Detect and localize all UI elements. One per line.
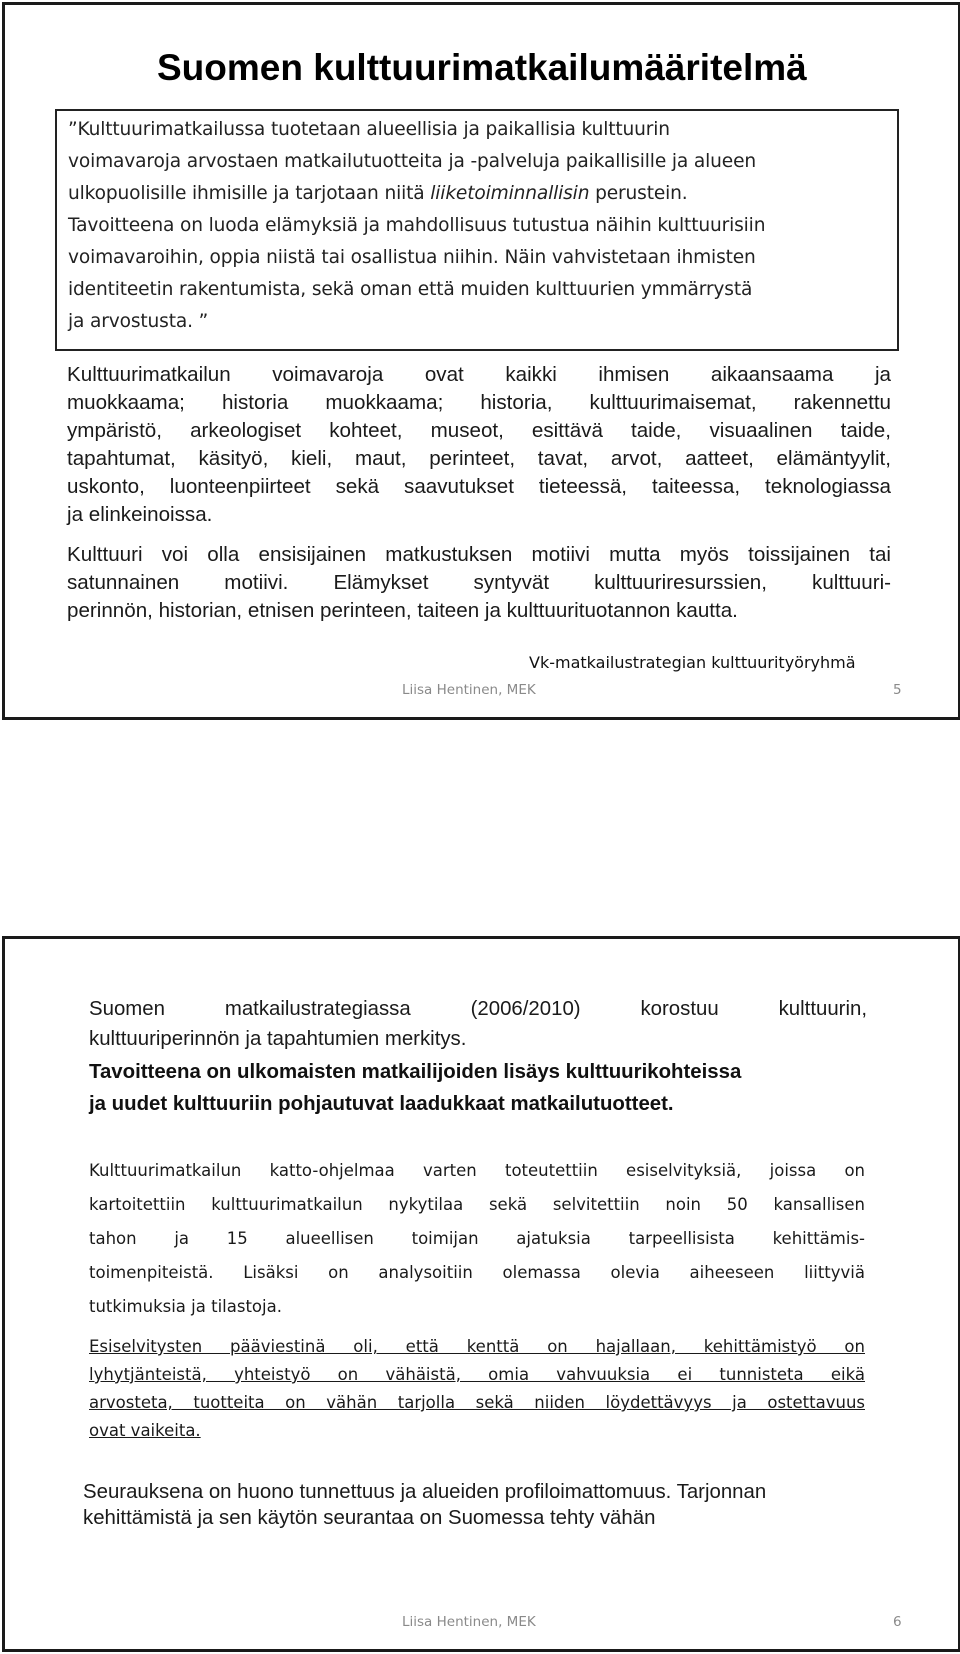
paragraph-line: kartoitettiin kulttuurimatkailun nykytilaa sekä selvitettiin noin 50 kansallisen <box>89 1195 865 1214</box>
slide-1 <box>2 2 960 720</box>
attribution: Vk-matkailustrategian kulttuurityöryhmä <box>529 653 856 672</box>
paragraph-line: perinnön, historian, etnisen perinteen, taiteen ja kulttuurituotannon kautta. <box>67 599 738 622</box>
paragraph-line: kulttuuriperinnön ja tapahtumien merkitys. <box>89 1028 467 1050</box>
paragraph-line: tutkimuksia ja tilastoja. <box>89 1297 282 1316</box>
slide-2 <box>2 936 960 1652</box>
paragraph-line: Kulttuurimatkailun katto-ohjelmaa varten toteutettiin esiselvityksiä, joissa on <box>89 1161 865 1180</box>
quote-line: Tavoitteena on luoda elämyksiä ja mahdollisuus tutustua näihin kulttuurisiin <box>68 215 766 236</box>
paragraph-line: toimenpiteistä. Lisäksi on analysoitiin olemassa olevia aiheeseen liittyviä <box>89 1263 865 1282</box>
quote-line: ”Kulttuurimatkailussa tuotetaan alueellisia ja paikallisia kulttuurin <box>68 119 670 140</box>
definition-quote-box <box>55 109 899 351</box>
paragraph-line: satunnainen motiivi. Elämykset syntyvät kulttuuriresurssien, kulttuuri- <box>67 571 891 594</box>
page-number: 5 <box>893 682 902 698</box>
paragraph-line: Kulttuurimatkailun voimavaroja ovat kaikki ihmisen aikaansaama ja <box>67 363 891 386</box>
paragraph-line: Seurauksena on huono tunnettuus ja alueiden profiloimattomuus. Tarjonnan <box>83 1481 767 1503</box>
paragraph-line: ja elinkeinoissa. <box>67 503 213 526</box>
bold-line: ja uudet kulttuuriin pohjautuvat laadukkaat matkailutuotteet. <box>89 1093 674 1115</box>
footer-author: Liisa Hentinen, MEK <box>402 682 536 698</box>
quote-line <box>68 183 688 204</box>
underlined-line: lyhytjänteistä, yhteistyö on vähäistä, omia vahvuuksia ei tunnisteta eikä <box>89 1365 865 1384</box>
paragraph-line: muokkaama; historia muokkaama; historia, kulttuurimaisemat, rakennettu <box>67 391 891 414</box>
underlined-line: Esiselvitysten päävi​estinä oli, että kenttä on hajallaan, kehittämistyö on <box>89 1337 865 1356</box>
bold-line: Tavoitteena on ulkomaisten matkailijoiden lisäys kulttuurikohteissa <box>89 1061 742 1083</box>
quote-emphasis: liiketoiminnallisin <box>430 183 590 204</box>
quote-line: voimavaroja arvostaen matkailutuotteita ja -palveluja paikallisille ja alueen <box>68 151 757 172</box>
quote-line: identiteetin rakentumista, sekä oman että muiden kulttuurien ymmärrystä <box>68 279 753 300</box>
paragraph-line: kehittämistä ja sen käytön seurantaa on Suomessa tehty vähän <box>83 1507 656 1529</box>
quote-text: ulkopuolisille ihmisille ja tarjotaan niitä <box>68 183 425 204</box>
slide-title: Suomen kulttuurimatkailumääritelmä <box>157 47 807 88</box>
paragraph-line: uskonto, luonteenpiirteet sekä saavutukset tieteessä, taiteessa, teknologiassa <box>67 475 891 498</box>
footer-author: Liisa Hentinen, MEK <box>402 1614 536 1630</box>
quote-text: perustein. <box>589 183 688 204</box>
paragraph-line: ympäristö, arkeologiset kohteet, museot, esittävä taide, visuaalinen taide, <box>67 419 891 442</box>
paragraph-line: tapahtumat, käsityö, kieli, maut, perinteet, tavat, arvot, aatteet, elämäntyylit, <box>67 447 891 470</box>
quote-line: voimavaroihin, oppia niistä tai osallistua niihin. Näin vahvistetaan ihmisten <box>68 247 756 268</box>
paragraph-line: Kulttuuri voi olla ensisijainen matkustuksen motiivi mutta myös toissijainen tai <box>67 543 891 566</box>
page-number: 6 <box>893 1614 902 1630</box>
paragraph-line: Suomen matkailustrategiassa (2006/2010) korostuu kulttuurin, <box>89 998 867 1020</box>
paragraph-line: tahon ja 15 alueellisen toimijan ajatuksia tarpeellisista kehittämis- <box>89 1229 865 1248</box>
underlined-line: ovat vaikeita. <box>89 1421 201 1440</box>
quote-line: ja arvostusta. ” <box>68 311 209 332</box>
underlined-line: arvosteta, tuotteita on vähän tarjolla sekä niiden löydettävyys ja ostettavuus <box>89 1393 865 1412</box>
